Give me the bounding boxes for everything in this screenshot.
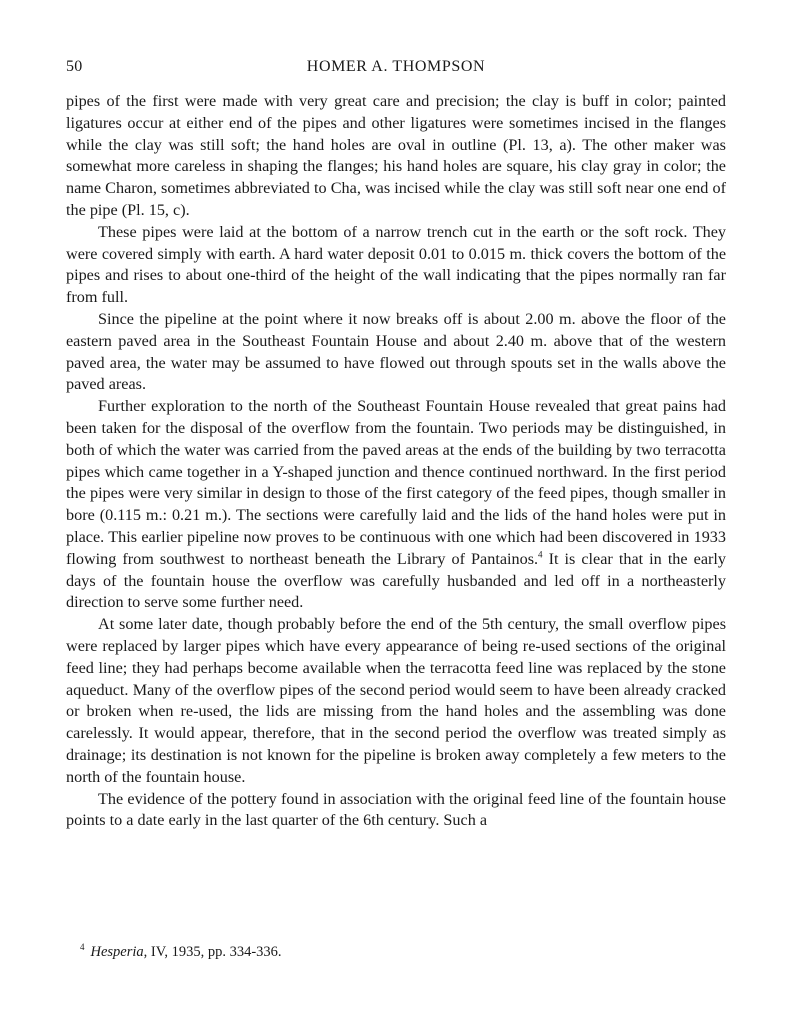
paragraph-1: pipes of the first were made with very great care and precision; the clay is buff in color; painted ligatures occur at either end of the pipes and other ligatures were sometimes incised in the flanges while the clay was still soft; the hand holes are oval in outline (Pl. 13, a). The other maker was somewhat more careless in shaping the flanges; his hand holes are square, his clay gray in color; the name Charon, sometimes abbreviated to Cha, was incised while the clay was still soft near one end of the pipe (Pl. 15, c).	[66, 92, 726, 219]
footnote-mark: 4	[80, 942, 85, 952]
paragraph-4	[66, 396, 726, 614]
paragraph-4-text-after: It is clear that in the early days of the fountain house the overflow was carefully husbanded and led off in a northeasterly direction to serve some further need.	[66, 549, 726, 612]
paragraph-3: Since the pipeline at the point where it now breaks off is about 2.00 m. above the floor of the eastern paved area in the Southeast Fountain House and about 2.40 m. above that of the western paved area, the water may be assumed to have flowed out through spouts set in the walls above the paved areas.	[66, 309, 726, 394]
running-head: HOMER A. THOMPSON	[306, 58, 486, 75]
footnote-reference[interactable]: 4	[538, 549, 543, 560]
footnote-journal-title: Hesperia	[90, 943, 144, 960]
paragraph-4-text-before: Further exploration to the north of the Southeast Fountain House revealed that great pains had been taken for the disposal of the overflow from the fountain. Two periods may be distinguished, in both of which the water was carried from the paved areas at the ends of the building by two terracotta pipes which came together in a Y-shaped junction and thence continued northward. In the first period the pipes were very similar in design to those of the first category of the feed pipes, though smaller in bore (0.115 m.: 0.21 m.). The sections were carefully laid and the lids of the hand holes were put in place. This earlier pipeline now proves to be continuous with one which had been discovered in 1933 flowing from southwest to northeast beneath the Library of Pantainos.	[66, 397, 726, 568]
paragraph-5: At some later date, though probably before the end of the 5th century, the small overflow pipes were replaced by larger pipes which have every appearance of being re-used sections of the original feed line; they had perhaps become available when the terracotta feed line was replaced by the stone aqueduct. Many of the overflow pipes of the second period would seem to have been already cracked or broken when re-used, the lids are missing from the hand holes and the assembling was done carelessly. It would appear, therefore, that in the second period the overflow was treated simply as drainage; its destination is not known for the pipeline is broken away completely a few meters to the north of the fountain house.	[66, 615, 726, 786]
footnote-citation: , IV, 1935, pp. 334-336.	[143, 943, 282, 960]
paragraph-2: These pipes were laid at the bottom of a narrow trench cut in the earth or the soft rock. They were covered simply with earth. A hard water deposit 0.01 to 0.015 m. thick covers the bottom of the pipes and rises to about one-third of the height of the wall indicating that the pipes normally ran far from full.	[66, 222, 726, 307]
page-header	[66, 58, 726, 82]
paragraph-6: The evidence of the pottery found in association with the original feed line of the fountain house points to a date early in the last quarter of the 6th century. Such a	[66, 789, 726, 830]
page-number: 50	[66, 58, 83, 75]
footnote	[80, 938, 720, 961]
body-text	[66, 91, 726, 832]
